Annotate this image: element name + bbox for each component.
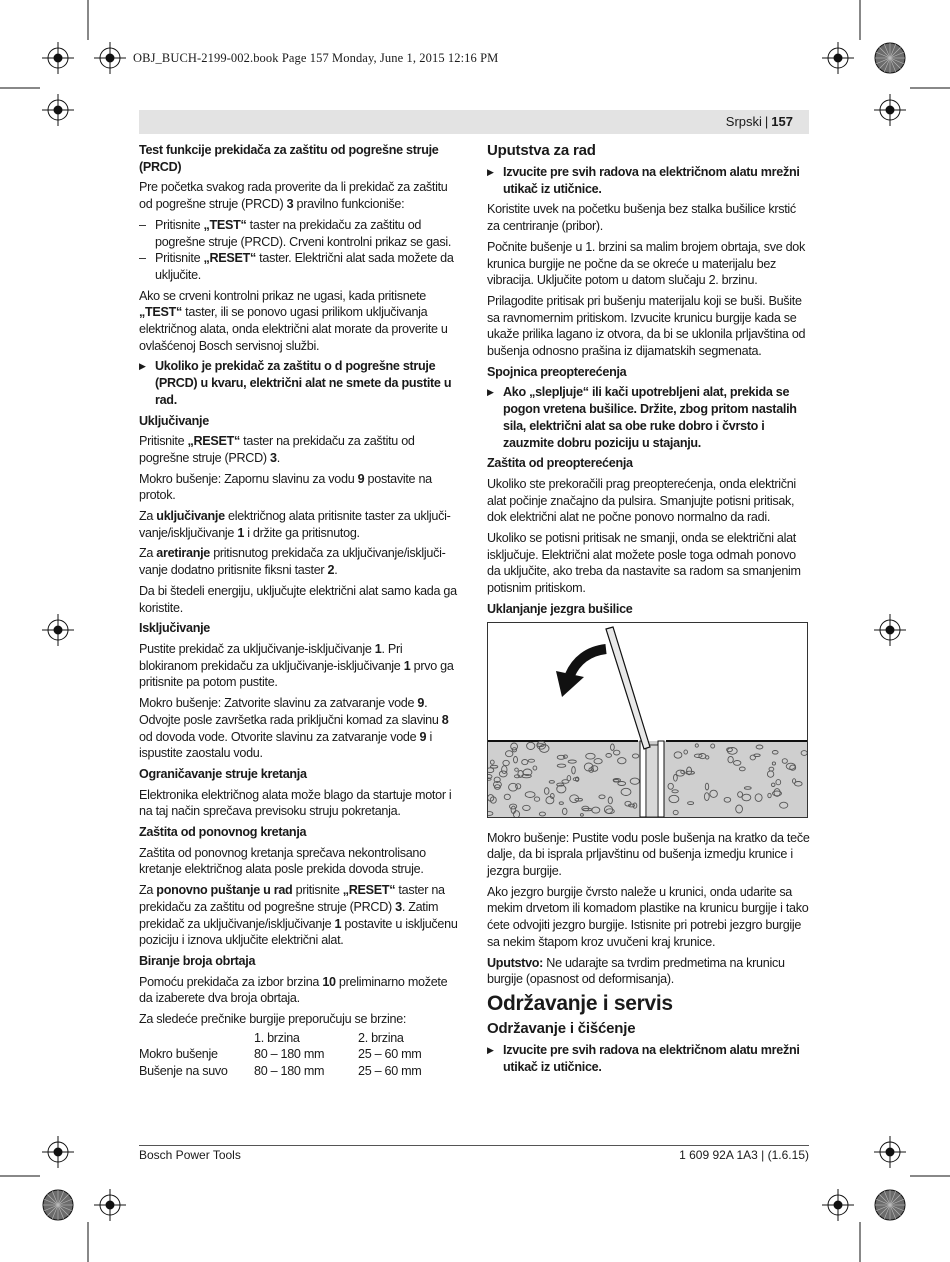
paragraph: Ukoliko ste prekoračili prag preopterećenja, onda električni alat počinje značajno da pulsira. Smanjujte potisni pritisak, dok električni alat ne počne ponovo normalno da radi.: [487, 476, 796, 525]
paragraph: Da bi štedeli energiju, uključujte električni alat samo kada ga koristite.: [139, 583, 457, 615]
section-title: Biranje broja obrtaja: [139, 953, 256, 968]
footer-docnumber: 1 609 92A 1A3 | (1.6.15): [679, 1148, 809, 1162]
right-column: [487, 142, 810, 1079]
dash-item: – Pritisnite „RESET“ taster. Električni alat sada možete da uključite.: [139, 251, 454, 282]
section-heading: Uputstva za rad: [487, 142, 596, 159]
paragraph: Ukoliko se potisni pritisak ne smanji, onda se električni alat isključuje. Električni alat možete posle toga odmah ponovo da uključite, ako treba da nastavite sa radom sa smanjenim potisnim pritiskom.: [487, 531, 801, 596]
page-header: Srpski | 157: [139, 110, 809, 134]
registration-wheel: [875, 1190, 905, 1220]
paragraph: Za sledeće prečnike burgije preporučuju se brzine:: [139, 1012, 407, 1027]
triangle-bullet-icon: ▶: [487, 167, 494, 177]
paragraph: Mokro bušenje: Pustite vodu posle bušenja na kratko da teče dalje, da bi isprala prljavštinu od bušenja izmedju krunice i jezgra burgije.: [487, 830, 810, 878]
paragraph: Koristite uvek na početku bušenja bez stalka bušilice krstić za centriranje (pribor).: [487, 202, 796, 234]
crosshair-mark: [42, 42, 74, 74]
paragraph: Počnite bušenje u 1. brzini sa malim brojem obrtaja, sve dok krunica burgije ne počne da se okreće u materijalu bez vibracija. Uključite potom u datom slučaju 2. brzinu.: [487, 239, 805, 288]
speed-table: [139, 1030, 429, 1080]
crosshair-mark: [874, 1136, 906, 1168]
table-row: Mokro bušenje 80 – 180 mm 25 – 60 mm: [139, 1047, 422, 1062]
chapter-title: Održavanje i servis: [487, 991, 673, 1015]
prcd-paragraph: Ako se crveni kontrolni prikaz ne ugasi, kada pritisnete „TEST“ taster, ili se ponovo ugasi prilikom uključivanja električnog alata, onda električni alat morate da proverite u ovlašćenoj Bosch servisnoj službi.: [139, 288, 448, 353]
warning-bullet: ▶ Ako „slepljuje“ ili kači upotrebljeni alat, prekida se pogon vretena bušilice. Držite, zbog pritom nastalih sila, električni alat sa obe ruke dobro i čvrsto i zauzmite dobru poziciju u stajanju.: [487, 385, 797, 450]
paragraph: Pomoću prekidača za izbor brzina 10 preliminarno možete da izaberete dva broja obrtaja.: [139, 974, 448, 1006]
triangle-bullet-icon: ▶: [487, 1044, 494, 1055]
paragraph: Za ponovno puštanje u rad pritisnite „RESET“ taster na prekidaču za zaštitu od pogrešne struje (PRCD) 3. Zatim prekidač za uključivanje/isključivanje 1 postavite u isključenu poziciju i iznova uključite električni alat.: [139, 883, 458, 948]
crosshair-mark: [94, 42, 126, 74]
section-heading: Održavanje i čišćenje: [487, 1019, 636, 1037]
paragraph: Mokro bušenje: Zatvorite slavinu za zatvaranje vode 9. Odvojte posle završetka rada priključni komad za slavinu 8 od dovoda vode. Otvorite slavinu za zatvaranje vode 9 i ispustite zaostalu vodu.: [139, 696, 449, 761]
paragraph: Za uključivanje električnog alata pritisnite taster za uključi-vanje/isključivanje 1 i držite ga pritisnutog.: [139, 509, 451, 540]
warning-bullet: ▶ Izvucite pre svih radova na električnom alatu mrežni utikač iz utičnice.: [487, 1042, 800, 1074]
section-title: Ograničavanje struje kretanja: [139, 766, 307, 781]
table-row: Bušenje na suvo 80 – 180 mm 25 – 60 mm: [139, 1064, 422, 1079]
crosshair-mark: [42, 94, 74, 126]
core-removal-illustration: [487, 622, 808, 818]
crosshair-mark: [42, 614, 74, 646]
triangle-bullet-icon: ▶: [139, 361, 146, 372]
paragraph: Mokro bušenje: Zapornu slavinu za vodu 9 postavite na protok.: [139, 471, 432, 503]
paragraph: Za aretiranje pritisnutog prekidača za uključivanje/isključi-vanje dodatno pritisnite fiksni taster 2.: [139, 546, 446, 578]
crosshair-mark: [94, 1189, 126, 1221]
paragraph: Prilagodite pritisak pri bušenju materijalu koji se buši. Bušite sa ravnomernim pritiskom. Izvucite krunicu burgije kada se ukaže prilika lagano iz otvora, da bi se uklonila prljavština od bušenja odnosno prašina iz dijamatskih segmenata.: [487, 293, 806, 359]
header-language: Srpski: [725, 114, 762, 129]
paragraph: Zaštita od ponovnog kretanja sprečava nekontrolisano kretanje električnog alata posle prekida dovoda struje.: [139, 845, 426, 877]
registration-wheel: [875, 43, 905, 73]
left-column: [139, 142, 461, 1080]
footer-rule: [139, 1145, 809, 1146]
dash-item: – Pritisnite „TEST“ taster na prekidaču za zaštitu od pogrešne struje (PRCD). Crveni kontrolni prikaz se gasi.: [139, 217, 452, 249]
page-number: 157: [771, 114, 793, 129]
table-header-row: 1. brzina 2. brzina: [254, 1030, 404, 1045]
crosshair-mark: [874, 94, 906, 126]
paragraph: Ako jezgro burgije čvrsto naleže u krunici, onda udarite sa mekim drvetom ili komadom plastike na krunicu burgije i tako ćete odvojiti jezgro burgije. Istisnite pri potrebi jezgro burgije sa nekim štapom kroz uvučeni kraj krunice.: [487, 884, 809, 949]
note: Uputstvo: Ne udarajte sa tvrdim predmetima na krunicu burgije (opasnost od deformisanja).: [487, 955, 785, 987]
section-title: Uklanjanje jezgra bušilice: [487, 601, 633, 616]
registration-wheel: [43, 1190, 73, 1220]
triangle-bullet-icon: ▶: [487, 387, 494, 398]
paragraph: Pritisnite „RESET“ taster na prekidaču za zaštitu od pogrešne struje (PRCD) 3.: [139, 434, 415, 465]
paragraph: Pustite prekidač za uključivanje-isključivanje 1. Pri blokiranom prekidaču za uključivanje-isključivanje 1 prvo ga pritisnite pa potom pustite.: [139, 641, 454, 690]
section-title: Isključivanje: [139, 621, 211, 636]
footer-brand: Bosch Power Tools: [139, 1148, 241, 1162]
section-title: Uključivanje: [139, 413, 209, 428]
crosshair-mark: [822, 1189, 854, 1221]
section-title: Zaštita od preopterećenja: [487, 456, 633, 471]
crosshair-mark: [42, 1136, 74, 1168]
section-title: Zaštita od ponovnog kretanja: [139, 825, 307, 840]
prcd-intro: Pre početka svakog rada proverite da li prekidač za zaštitu od pogrešne struje (PRCD) 3 pravilno funkcioniše:: [139, 180, 448, 212]
section-title: Spojnica preopterećenja: [487, 364, 627, 379]
print-slug: OBJ_BUCH-2199-002.book Page 157 Monday, June 1, 2015 12:16 PM: [133, 51, 499, 65]
prcd-title: Test funkcije prekidača za zaštitu od pogrešne struje (PRCD): [139, 143, 439, 174]
crosshair-mark: [874, 614, 906, 646]
paragraph: Elektronika električnog alata može blago da startuje motor i na taj način sprečava previsoku struju pokretanja.: [139, 787, 452, 819]
crosshair-mark: [822, 42, 854, 74]
warning-bullet: ▶ Izvucite pre svih radova na električnom alatu mrežni utikač iz utičnice.: [487, 165, 800, 196]
warning-bullet: ▶ Ukoliko je prekidač za zaštitu o d pogrešne struje (PRCD) u kvaru, električni alat ne smete da pustite u rad.: [139, 359, 452, 407]
